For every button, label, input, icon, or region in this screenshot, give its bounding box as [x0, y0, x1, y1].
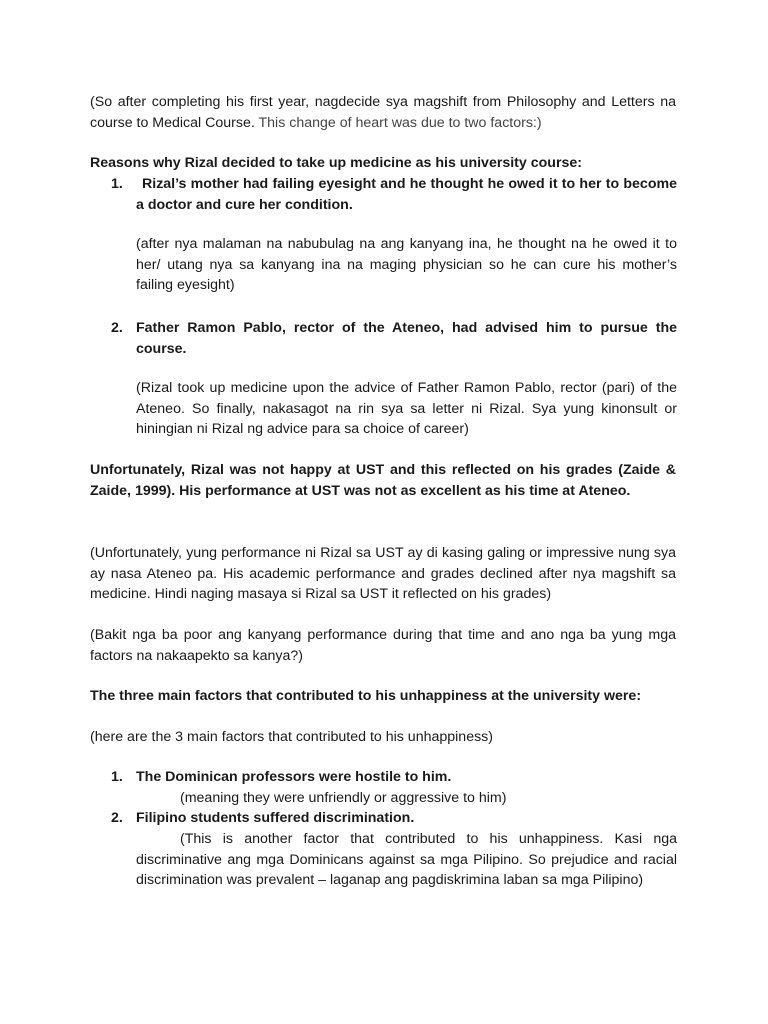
- intro-text-continued: This change of heart was due to two factors:): [254, 114, 542, 131]
- unfortunately-note: (Unfortunately, yung performance ni Rizal sa UST ay di kasing galing or impressive nung sya ay nasa Ateneo pa. His academic performance and grades declined after nya magshift sa medicine. Hindi naging masaya si Rizal sa UST it reflected on his grades): [90, 545, 676, 602]
- factor-1-text: The Dominican professors were hostile to him.: [136, 769, 452, 785]
- reason-1-number: 1.: [111, 176, 123, 192]
- reason-1-text: Rizal’s mother had failing eyesight and he thought he owed it to her to become a doctor and cure her condition.: [136, 176, 677, 213]
- intro-paragraph: [90, 92, 676, 133]
- three-factors-heading: The three main factors that contributed to his unhappiness at the university were:: [90, 688, 642, 704]
- factor-1-number: 1.: [111, 769, 123, 785]
- three-factors-note: (here are the 3 main factors that contributed to his unhappiness): [90, 729, 493, 745]
- factor-2-text: Filipino students suffered discrimination.: [136, 810, 415, 826]
- reasons-heading: Reasons why Rizal decided to take up medicine as his university course:: [90, 155, 582, 171]
- bakit-paragraph: (Bakit nga ba poor ang kanyang performance during that time and ano nga ba yung mga factors na nakaapekto sa kanya?): [90, 627, 676, 664]
- factor-2-number: 2.: [111, 810, 123, 826]
- reason-2-number: 2.: [111, 320, 123, 336]
- factor-2-note: (This is another factor that contributed to his unhappiness. Kasi nga discriminative ang mga Dominicans against sa mga Pilipino. So prejudice and racial discrimination was prevalent – laganap ang pagdiskrimina laban sa mga Pilipino): [136, 831, 677, 888]
- intro-text: (So after completing his first year, nagdecide sya magshift from Philosophy and Letters na course to Medical Course.: [90, 94, 676, 131]
- unfortunately-paragraph: Unfortunately, Rizal was not happy at UST and this reflected on his grades (Zaide & Zaide, 1999). His performance at UST was not as excellent as his time at Ateneo.: [90, 462, 676, 499]
- reason-2-text: Father Ramon Pablo, rector of the Ateneo, had advised him to pursue the course.: [136, 320, 677, 357]
- reason-2-note: (Rizal took up medicine upon the advice of Father Ramon Pablo, rector (pari) of the Ateneo. So finally, nakasagot na rin sya sa letter ni Rizal. Sya yung kinonsult or hiningian ni Rizal ng advice para sa choice of career): [136, 380, 677, 437]
- reason-1-note: (after nya malaman na nabubulag na ang kanyang ina, he thought na he owed it to her/ utang nya sa kanyang ina na maging physician so he can cure his mother’s failing eyesight): [136, 236, 677, 293]
- factor-1-note: (meaning they were unfriendly or aggressive to him): [180, 790, 507, 806]
